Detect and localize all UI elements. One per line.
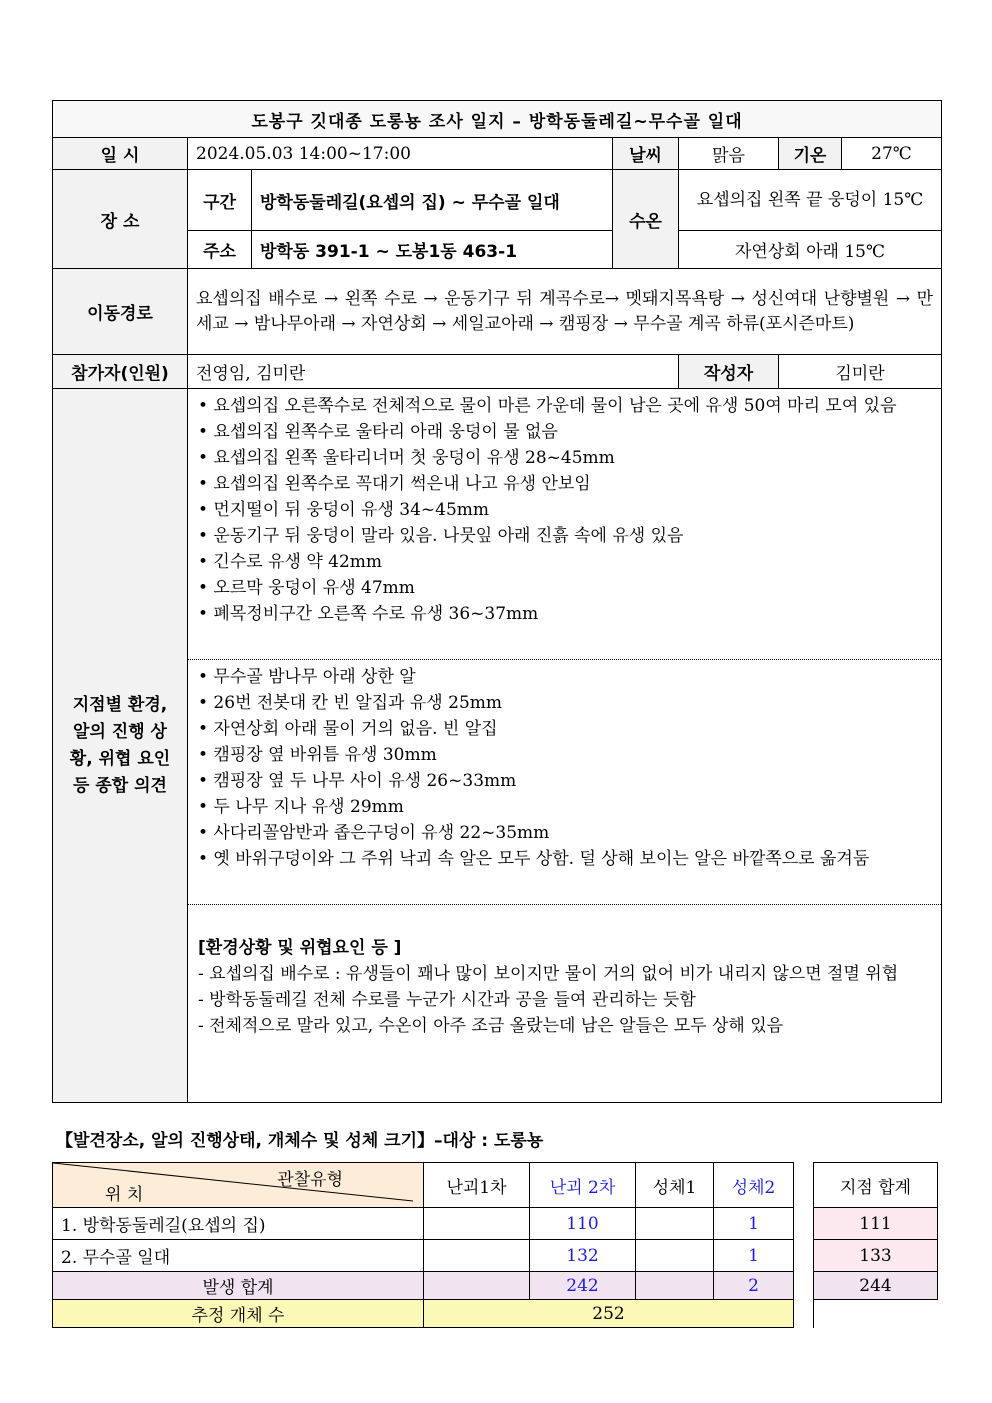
list-item: • 운동기구 뒤 웅덩이 말라 있음. 나뭇잎 아래 진흙 속에 유생 있음 [198, 526, 684, 546]
col-header-egg2: 난괴 2차 [530, 1163, 636, 1208]
sum-label: 발생 합계 [53, 1272, 424, 1300]
section-label: 구간 [188, 170, 252, 231]
date-value: 2024.05.03 14:00~17:00 [188, 138, 613, 170]
section-value: 방학동둘레길(요셉의 집) ~ 무수골 일대 [252, 170, 613, 231]
water-temp-1: 요셉의집 왼쪽 끝 웅덩이 15℃ [679, 170, 942, 231]
list-item: • 옛 바위구덩이와 그 주위 낙괴 속 알은 모두 상함. 덜 상해 보이는 알은 바깥쪽으로 옮겨둠 [198, 849, 870, 869]
environment-item: - 전체적으로 말라 있고, 수온이 아주 조금 올랐는데 남은 알들은 모두 상해 있음 [198, 1016, 784, 1036]
log-title: 도봉구 깃대종 도롱뇽 조사 일지 – 방학동둘레길~무수골 일대 [53, 101, 942, 138]
route-value: 요셉의집 배수로 → 왼쪽 수로 → 운동기구 뒤 계곡수로→ 멧돼지목욕탕 → 성신여대 난향별원 → 만세교 → 밤나무아래 → 자연상회 → 세일교아래 → 캠핑장 → 무수골 계곡 하류(포시즌마트) [188, 269, 942, 355]
list-item: • 캠핑장 옆 바위틈 유생 30mm [198, 745, 437, 765]
col-header-adult1: 성체1 [636, 1163, 714, 1208]
date-label: 일 시 [53, 138, 188, 170]
corner-bottom-label: 위 치 [105, 1185, 144, 1205]
row-total: 111 [814, 1208, 938, 1240]
sum-total: 244 [814, 1272, 938, 1300]
summary-table [52, 1162, 938, 1328]
row-place: 2. 무수골 일대 [53, 1240, 424, 1272]
col-header-egg1: 난괴1차 [424, 1163, 530, 1208]
list-item: • 먼지떨이 뒤 웅덩이 유생 34~45mm [198, 500, 490, 520]
environment-item: - 요셉의집 배수로 : 유생들이 꽤나 많이 보이지만 물이 거의 없어 비가 내리지 않으면 절멸 위협 [198, 964, 899, 984]
observation-label: 지점별 환경, 알의 진행 상황, 위협 요인 등 종합 의견 [53, 389, 188, 1103]
environment-block [188, 905, 941, 1043]
list-item: • 오르막 웅덩이 유생 47mm [198, 578, 415, 598]
list-item: • 무수골 밤나무 아래 상한 알 [198, 667, 416, 687]
environment-list [198, 961, 933, 1039]
col-header-adult2: 성체2 [714, 1163, 794, 1208]
water-temp-label: 수온 [613, 170, 679, 269]
row-place: 1. 방학동둘레길(요셉의 집) [53, 1208, 424, 1240]
table-row: 1. 방학동둘레길(요셉의 집) 110 1 111 [53, 1208, 938, 1240]
list-item: • 요셉의집 오른쪽수로 전체적으로 물이 마른 가운데 물이 남은 곳에 유생 50여 마리 모여 있음 [198, 396, 897, 416]
weather-label: 날씨 [613, 138, 679, 170]
address-label: 주소 [188, 231, 252, 269]
list-item: • 긴수로 유생 약 42mm [198, 552, 383, 572]
table-row: 2. 무수골 일대 132 1 133 [53, 1240, 938, 1272]
water-temp-2: 자연상회 아래 15℃ [679, 231, 942, 269]
summary-heading: 【발견장소, 알의 진행상태, 개체수 및 성체 크기】–대상 : 도롱뇽 [56, 1131, 544, 1151]
weather-value: 맑음 [679, 138, 779, 170]
list-item: • 두 나무 지나 유생 29mm [198, 797, 404, 817]
observation-list-1 [188, 389, 941, 659]
temp-label: 기온 [779, 138, 842, 170]
route-label: 이동경로 [53, 269, 188, 355]
environment-item: - 방학동둘레길 전체 수로를 누군가 시간과 공을 들여 관리하는 듯함 [198, 990, 696, 1010]
address-value: 방학동 391-1 ~ 도봉1동 463-1 [252, 231, 613, 269]
author-value: 김미란 [779, 355, 942, 389]
environment-heading: [환경상황 및 위협요인 등 ] [198, 938, 402, 958]
row-total: 133 [814, 1240, 938, 1272]
survey-log-table [52, 100, 942, 1103]
participants-label: 참가자(인원) [53, 355, 188, 389]
corner-header [53, 1163, 424, 1208]
list-item: • 요셉의집 왼쪽수로 꼭대기 썩은내 나고 유생 안보임 [198, 474, 591, 494]
sum-row: 발생 합계 242 2 244 [53, 1272, 938, 1300]
list-item: • 폐목정비구간 오른쪽 수로 유생 36~37mm [198, 604, 539, 624]
participants-value: 전영임, 김미란 [188, 355, 679, 389]
list-item: • 26번 전봇대 칸 빈 알집과 유생 25mm [198, 693, 502, 713]
col-header-total: 지점 합계 [814, 1163, 938, 1208]
observation-list-2 [188, 660, 941, 904]
observation-cell [188, 389, 942, 1103]
list-item: • 자연상회 아래 물이 거의 없음. 빈 알집 [198, 719, 498, 739]
estimate-value: 252 [424, 1300, 794, 1328]
estimate-label: 추정 개체 수 [53, 1300, 424, 1328]
author-label: 작성자 [679, 355, 779, 389]
list-item: • 요셉의집 왼쪽 울타리너머 첫 웅덩이 유생 28~45mm [198, 448, 615, 468]
place-label: 장 소 [53, 170, 188, 269]
list-item: • 사다리꼴암반과 좁은구덩이 유생 22~35mm [198, 823, 550, 843]
list-item: • 캠핑장 옆 두 나무 사이 유생 26~33mm [198, 771, 517, 791]
list-item: • 요셉의집 왼쪽수로 울타리 아래 웅덩이 물 없음 [198, 422, 558, 442]
estimate-row [53, 1300, 938, 1328]
corner-top-label: 관찰유형 [277, 1170, 343, 1190]
temp-value: 27℃ [842, 138, 942, 170]
